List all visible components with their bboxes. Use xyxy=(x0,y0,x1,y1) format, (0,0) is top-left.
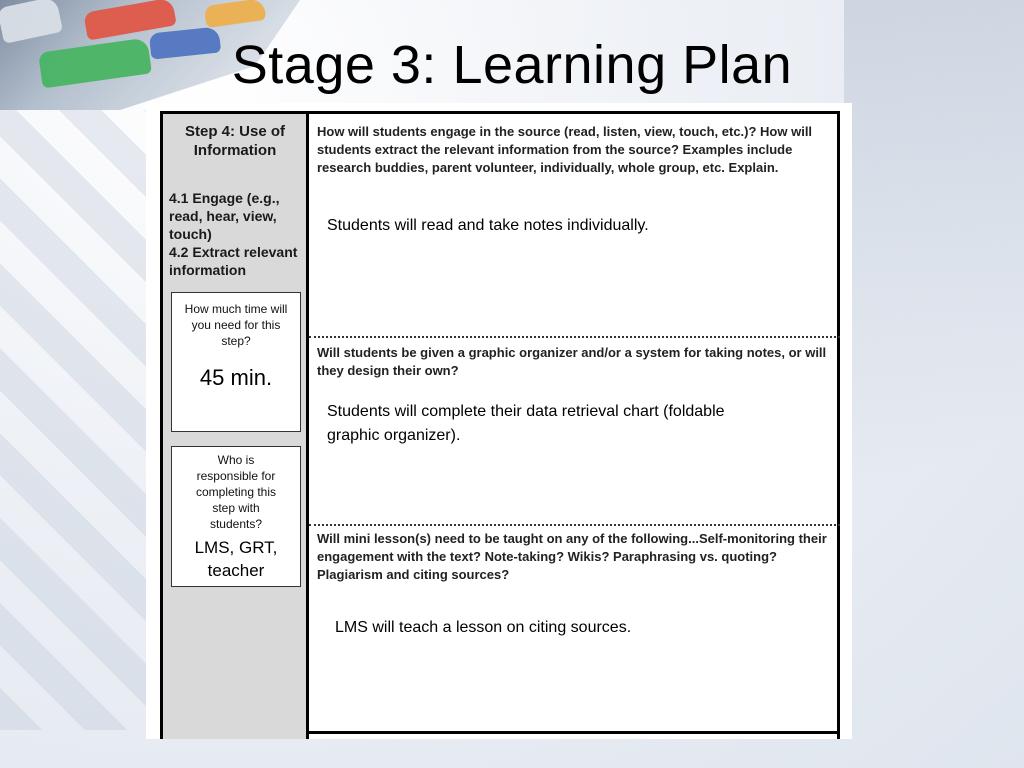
time-needed-question: How much time will you need for this step? xyxy=(184,302,288,348)
responsible-answer-line: teacher xyxy=(207,561,265,580)
engage-response: Students will read and take notes individually. xyxy=(327,217,649,234)
question-column xyxy=(309,114,840,739)
engage-section xyxy=(309,114,840,336)
organizer-section xyxy=(309,336,840,526)
mini-lesson-section xyxy=(309,524,840,736)
time-needed-answer: 45 min. xyxy=(199,365,273,390)
time-needed-box xyxy=(171,292,301,432)
step-item-extract: 4.2 Extract relevant information xyxy=(169,244,298,278)
step-title: Step 4: Use of Information xyxy=(184,123,286,159)
slide-title: Stage 3: Learning Plan xyxy=(231,35,793,95)
race-car-graphic xyxy=(204,0,266,28)
organizer-response: Students will complete their data retrieval chart (foldable graphic organizer). xyxy=(327,403,725,444)
background-shading xyxy=(844,0,1024,768)
responsible-answer-line: LMS, GRT, xyxy=(194,538,278,557)
engage-prompt: How will students engage in the source (read, listen, view, touch, etc.)? How will students extract the relevant information from the source? Examples include research buddies, parent volunteer, individually, whole group, etc. Explain. xyxy=(317,124,813,175)
step-column xyxy=(163,114,309,739)
table-divider xyxy=(309,731,840,734)
learning-plan-table xyxy=(160,111,840,739)
organizer-prompt: Will students be given a graphic organizer and/or a system for taking notes, or will they design their own? xyxy=(317,345,827,378)
responsible-question: Who is responsible for completing this step with students? xyxy=(195,453,277,531)
step-subitems xyxy=(169,189,307,279)
learning-plan-sheet xyxy=(146,103,852,739)
checkered-flag-background xyxy=(0,110,160,730)
responsible-answer xyxy=(172,536,300,582)
responsible-box xyxy=(171,446,301,587)
step-item-engage: 4.1 Engage (e.g., read, hear, view, touch) xyxy=(169,190,280,242)
mini-lesson-response: LMS will teach a lesson on citing sources. xyxy=(335,619,632,636)
mini-lesson-prompt: Will mini lesson(s) need to be taught on any of the following...Self-monitoring their engagement with the text? Note-taking? Wikis? Paraphrasing vs. quoting? Plagiarism and citing sources? xyxy=(317,531,827,582)
